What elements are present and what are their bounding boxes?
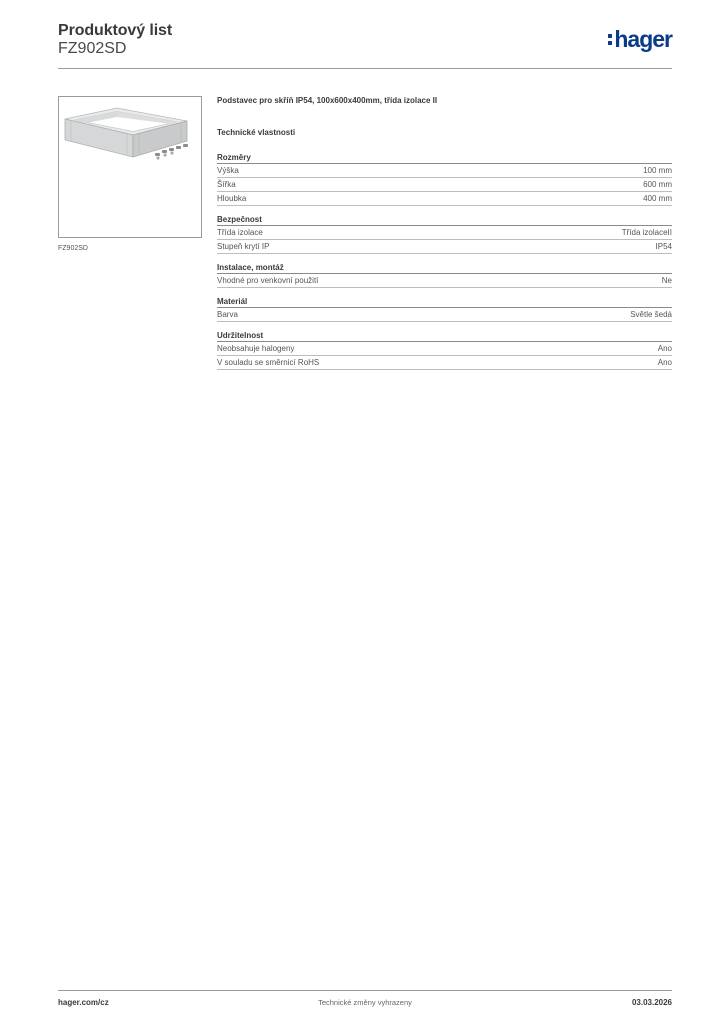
logo-dots-icon (608, 34, 612, 45)
spec-value: 100 mm (643, 166, 672, 175)
section-dimensions (217, 152, 672, 206)
spec-row (217, 178, 672, 192)
spec-value: 400 mm (643, 194, 672, 203)
footer-date: 03.03.2026 (631, 998, 672, 1007)
page-footer (58, 998, 672, 1010)
spec-row (217, 192, 672, 206)
spec-row (217, 240, 672, 254)
header-divider (58, 68, 672, 69)
logo-text: hager (614, 26, 672, 52)
spec-row (217, 226, 672, 240)
spec-row (217, 274, 672, 288)
spec-value: IP54 (655, 242, 672, 251)
footer-notice: Technické změny vyhrazeny (318, 998, 412, 1007)
spec-label: Výška (217, 166, 239, 175)
hager-logo (608, 28, 672, 51)
section-title: Rozměry (217, 152, 672, 164)
tech-properties-title: Technické vlastnosti (217, 128, 296, 137)
spec-label: Barva (217, 310, 238, 319)
spec-value: Ano (657, 358, 672, 367)
cabinet-plinth-icon (59, 97, 201, 237)
spec-label: Šířka (217, 180, 236, 189)
spec-value: Světle šedá (630, 310, 672, 319)
section-material (217, 296, 672, 322)
section-installation (217, 262, 672, 288)
product-details (217, 96, 672, 378)
product-code: FZ902SD (58, 40, 127, 57)
spec-label: Vhodné pro venkovní použití (217, 276, 319, 285)
product-description: Podstavec pro skříň IP54, 100x600x400mm, třída izolace II (217, 96, 438, 105)
section-title: Materiál (217, 296, 672, 308)
footer-divider (58, 990, 672, 991)
spec-row (217, 308, 672, 322)
section-sustainability (217, 330, 672, 370)
spec-label: Hloubka (217, 194, 247, 203)
spec-row (217, 342, 672, 356)
spec-row (217, 164, 672, 178)
spec-label: Třída izolace (217, 228, 263, 237)
product-image (58, 96, 202, 238)
spec-label: V souladu se směrnicí RoHS (217, 358, 320, 367)
section-safety (217, 214, 672, 254)
website-link[interactable]: hager.com/cz (58, 998, 109, 1007)
spec-value: 600 mm (643, 180, 672, 189)
page-header (58, 20, 672, 70)
spec-value: Třída izolaceII (621, 228, 672, 237)
section-title: Instalace, montáž (217, 262, 672, 274)
section-title: Udržitelnost (217, 330, 672, 342)
spec-row (217, 356, 672, 370)
spec-label: Neobsahuje halogeny (217, 344, 295, 353)
spec-label: Stupeň krytí IP (217, 242, 270, 251)
spec-value: Ano (657, 344, 672, 353)
image-caption: FZ902SD (58, 245, 88, 252)
page-title: Produktový list (58, 22, 173, 39)
section-title: Bezpečnost (217, 214, 672, 226)
spec-value: Ne (661, 276, 672, 285)
